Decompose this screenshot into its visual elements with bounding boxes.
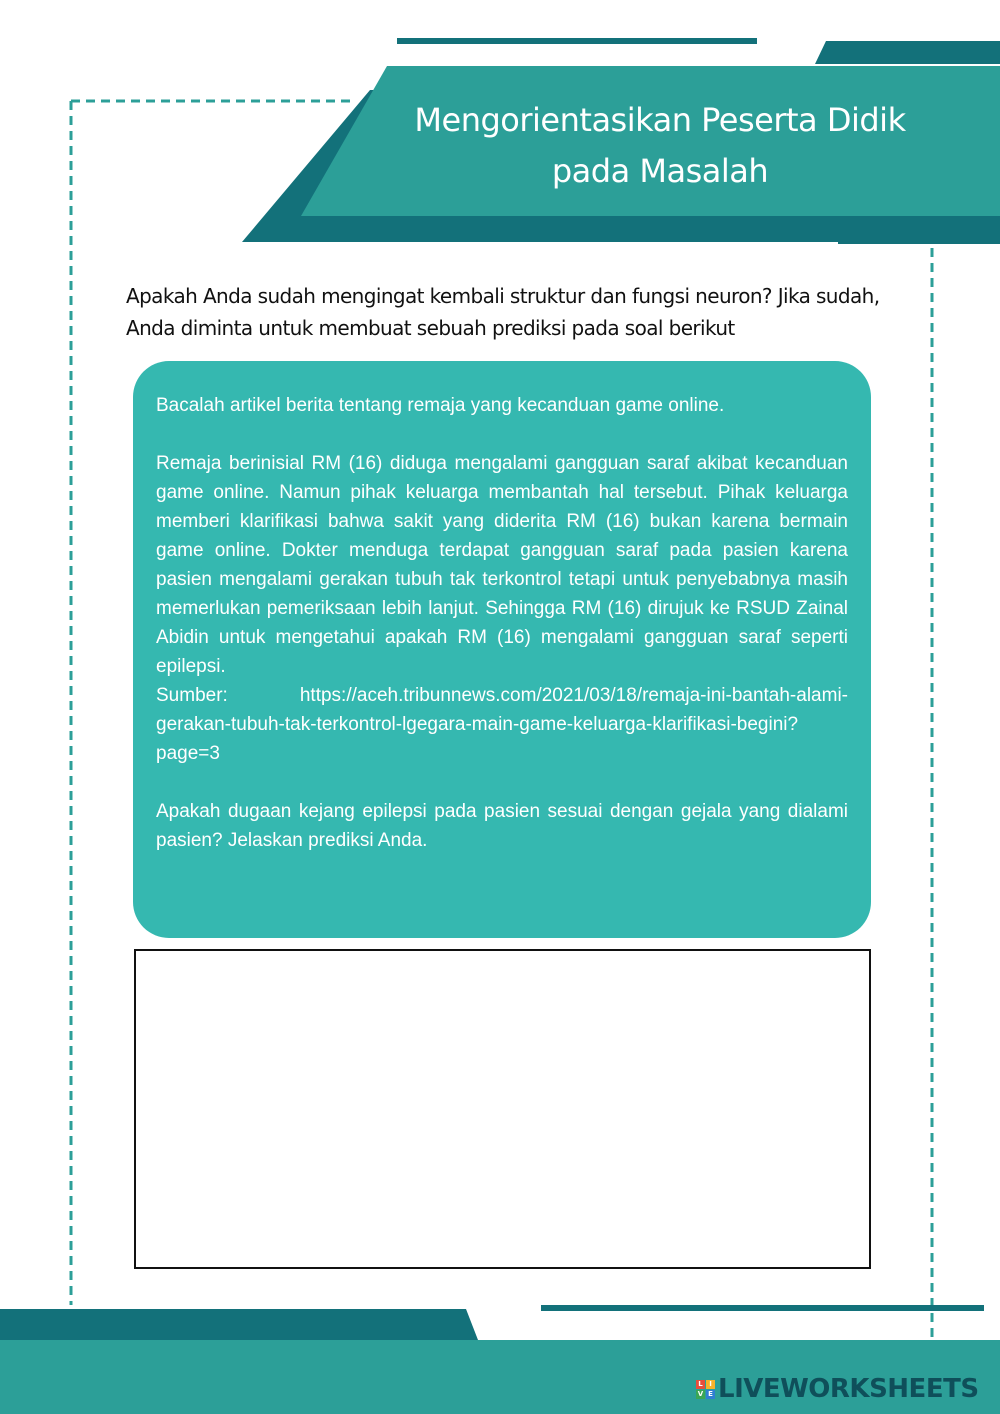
brand-footer (696, 1372, 979, 1406)
article-source: Sumber: https://aceh.tribunnews.com/2021/03/18/remaja-ini-bantah-alami-gerakan-tubuh-tak-terkontrol-lgegara-main-game-keluarga-klarifikasi-begini?page=3 (156, 685, 848, 764)
header-right-bar (815, 41, 1000, 64)
logo-letter-v: V (697, 1389, 704, 1398)
article-instruction: Bacalah artikel berita tentang remaja yang kecanduan game online. (156, 395, 725, 416)
logo-letter-i: I (706, 1380, 715, 1389)
page-title: Mengorientasikan Peserta Didik pada Masalah (414, 101, 906, 190)
liveworksheets-logo-icon (696, 1380, 715, 1399)
intro-text: Apakah Anda sudah mengingat kembali struktur dan fungsi neuron? Jika sudah, Anda diminta untuk membuat sebuah prediksi pada soal berikut (126, 284, 880, 340)
article-box (133, 361, 871, 938)
article-question: Apakah dugaan kejang epilepsi pada pasien sesuai dengan gejala yang dialami pasien? Jelaskan prediksi Anda. (156, 801, 848, 851)
logo-letter-e: E (706, 1390, 715, 1399)
article-body (156, 449, 848, 768)
logo-letter-l: L (696, 1380, 705, 1389)
header-bottom-line (838, 239, 1000, 244)
answer-box[interactable] (134, 949, 871, 1269)
header-top-bar (397, 38, 757, 44)
footer-top-line (541, 1305, 984, 1311)
brand-name: LIVEWORKSHEETS (718, 1374, 979, 1404)
article-body-text: Remaja berinisial RM (16) diduga mengalami gangguan saraf akibat kecanduan game online. Namun pihak keluarga membantah hal tersebut. Pihak keluarga memberi klarifikasi bahwa sakit yang diderita RM (16) bukan karena bermain game online. Dokter menduga terdapat gangguan saraf pada pasien karena pasien mengalami gerakan tubuh tak terkontrol tetapi untuk penyebabnya masih memerlukan pemeriksaan lebih lanjut. Sehingga RM (16) dirujuk ke RSUD Zainal Abidin untuk mengetahui apakah RM (16) mengalami gangguan saraf seperti epilepsi. (156, 453, 848, 677)
footer-dark-band (0, 1309, 478, 1340)
